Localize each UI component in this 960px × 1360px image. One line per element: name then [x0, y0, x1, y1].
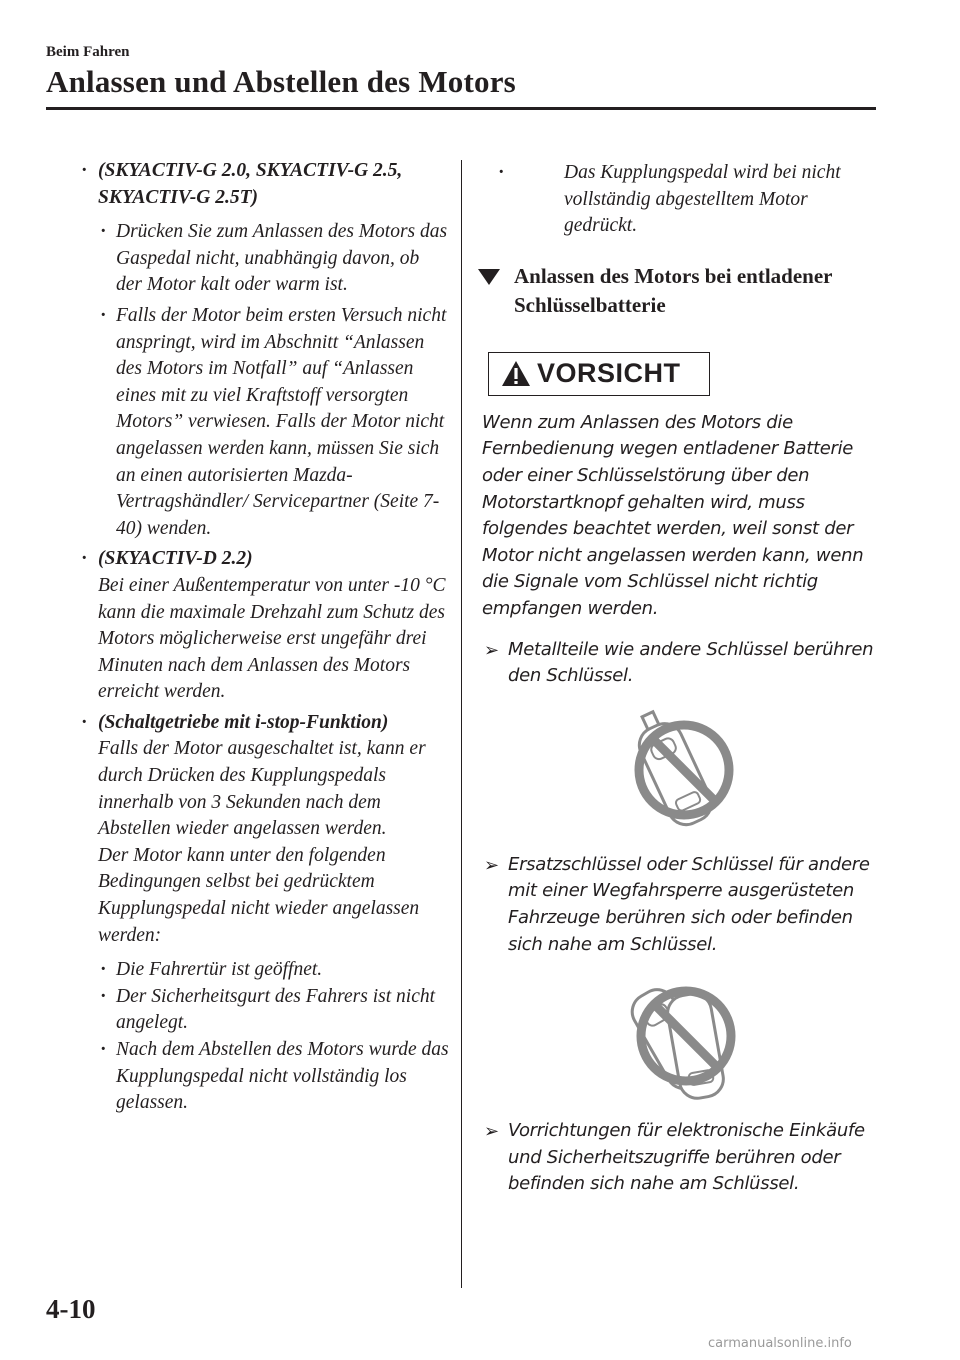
column-divider — [461, 160, 462, 1288]
caution-point-text: Metallteile wie andere Schlüssel berühren den Schlüssel. — [508, 638, 874, 687]
page-number: 4-10 — [46, 1294, 96, 1324]
sub-item-kupplung: · Nach dem Abstellen des Motors wurde das Kupplungspedal nicht vollständig los gelassen. — [80, 1037, 450, 1117]
left-column — [80, 158, 450, 1117]
caution-text: Wenn zum Anlassen des Motors die Fernbedienung wegen entladener Batterie oder einer Schlüsselstörung über den Motorstartknopf gehalten wird, muss folgendes beachtet werden, weil sonst der Motor nicht angelassen werden kann, wenn die Signale vom Schlüssel nicht richtig empfangen werden. — [482, 411, 864, 619]
list-item-text: Bei einer Außentemperatur von unter -10 °C kann die maximale Drehzahl zum Schutz des Motors möglicherweise erst ungefähr drei Minuten nach dem Anlassen des Motors erreicht werden. — [98, 574, 446, 703]
list-item-i-stop — [80, 710, 450, 949]
watermark: carmanualsonline.info — [708, 1336, 852, 1351]
caution-point-metal — [478, 637, 878, 690]
caution-box — [488, 352, 710, 396]
sub-item-kupplung-gedrueckt: · Das Kupplungspedal wird bei nicht vollständig abgestelltem Motor gedrückt. — [478, 160, 878, 240]
caution-point-text: Ersatzschlüssel oder Schlüssel für andere mit einer Wegfahrsperre ausgerüsteten Fahrzeuge berühren sich oder befinden sich nahe am Schlüssel. — [508, 853, 870, 955]
key-metal-prohibition-figure — [626, 708, 746, 838]
caution-point-text: Vorrichtungen für elektronische Einkäufe und Sicherheitszugriffe berühren oder befinden sich nahe am Schlüssel. — [508, 1120, 865, 1195]
triangle-down-icon — [478, 269, 500, 285]
spare-key-prohibition-figure — [626, 974, 746, 1104]
section-heading-text: Anlassen des Motors bei entladener Schlüsselbatterie — [514, 263, 833, 317]
sub-item-fahrertuer: · Die Fahrertür ist geöffnet. — [80, 957, 450, 984]
list-item-title: · (Schaltgetriebe mit i-stop-Funktion) — [98, 711, 389, 733]
section-heading — [478, 262, 878, 320]
caution-point-electronic — [478, 1118, 878, 1198]
header-rule — [46, 107, 876, 110]
list-item-text: Der Motor kann unter den folgenden Bedingungen selbst bei gedrücktem Kupplungspedal nicht wieder angelassen werden: — [98, 844, 420, 946]
right-column — [478, 160, 878, 1198]
list-item-title: · (SKYACTIV-D 2.2) — [98, 548, 253, 570]
list-item-skyactiv-d — [80, 546, 450, 706]
list-item-skyactiv-g: · (SKYACTIV-G 2.0, SKYACTIV-G 2.5, SKYACTIV-G 2.5T) — [80, 158, 450, 211]
sub-item-gurt: · Der Sicherheitsgurt des Fahrers ist nicht angelegt. — [80, 984, 450, 1037]
arrow-right-icon: ➢ — [484, 639, 499, 661]
section-label: Beim Fahren — [46, 44, 130, 60]
sub-item-gaspedal: · Drücken Sie zum Anlassen des Motors das Gaspedal nicht, unabhängig davon, ob der Motor kalt oder warm ist. — [80, 219, 450, 299]
caution-point-spare-key — [478, 852, 878, 958]
list-item-text: Falls der Motor ausgeschaltet ist, kann er durch Drücken des Kupplungspedals innerhalb von 3 Sekunden nach dem Abstellen wieder angelassen werden. — [98, 738, 426, 840]
caution-label: VORSICHT — [537, 358, 681, 389]
page-title: Anlassen und Abstellen des Motors — [46, 64, 516, 99]
warning-triangle-icon — [501, 360, 531, 387]
arrow-right-icon: ➢ — [484, 854, 499, 876]
sub-item-notfall: · Falls der Motor beim ersten Versuch nicht anspringt, wird im Abschnitt “Anlassen des Motors im Notfall” auf “Anlassen eines mit zu viel Kraftstoff versorgten Motors” verwiesen. Falls der Motor nicht angelassen werden kann, müssen Sie sich an einen autorisierten Mazda-Vertragshändler/ Servicepartner (Seite 7-40) wenden. — [80, 303, 450, 542]
arrow-right-icon: ➢ — [484, 1121, 499, 1143]
